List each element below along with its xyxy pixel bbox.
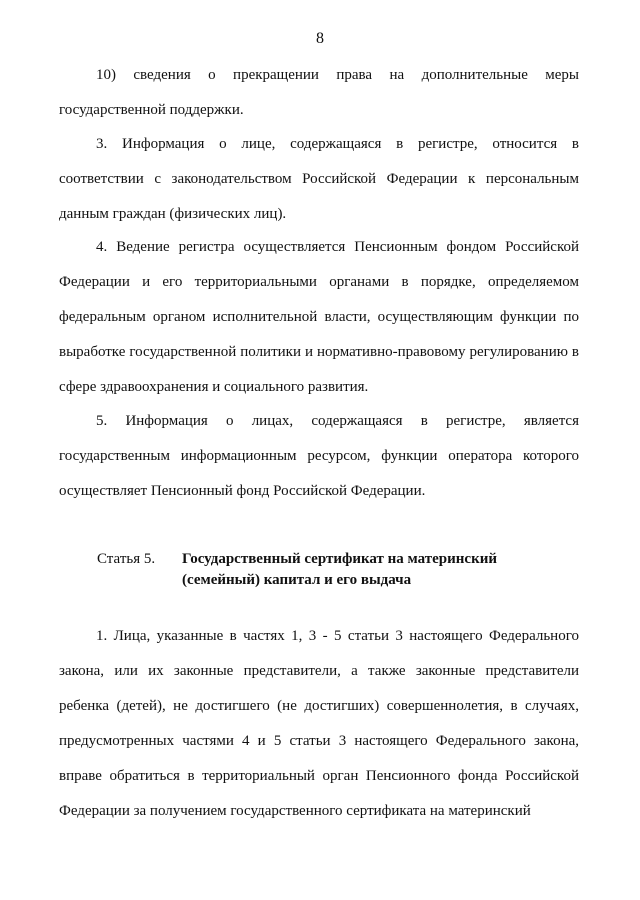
article-paragraph-1: 1. Лица, указанные в частях 1, 3 - 5 статьи 3 настоящего Федерального закона, или их законные представители, а также законные представители ребенка (детей), не достигшего (не достигших) совершеннолетия, в случаях, предусмотренных частями 4 и 5 статьи 3 настоящего Федерального закона, вправе обратиться в территориальный орган Пенсионного фонда Российской Федерации за получением государственного сертификата на материнский	[59, 628, 579, 819]
paragraph-4: 4. Ведение регистра осуществляется Пенсионным фондом Российской Федерации и его территориальными органами в порядке, определяемом федеральным органом исполнительной власти, осуществляющим функции по выработке государственной политики и нормативно-правовому регулированию в сфере здравоохранения и социального развития.	[59, 239, 579, 395]
page-number: 8	[316, 30, 324, 47]
article-title: Государственный сертификат на материнский (семейный) капитал и его выдача	[182, 551, 498, 588]
paragraph-3: 3. Информация о лице, содержащаяся в регистре, относится в соответствии с законодательством Российской Федерации к персональным данным граждан (физических лиц).	[59, 136, 579, 222]
paragraph-item-10: 10) сведения о прекращении права на дополнительные меры государственной поддержки.	[59, 67, 579, 118]
article-number: Статья 5.	[97, 551, 156, 567]
paragraph-5: 5. Информация о лицах, содержащаяся в регистре, является государственным информационным ресурсом, функции оператора которого осуществляет Пенсионный фонд Российской Федерации.	[59, 413, 579, 499]
